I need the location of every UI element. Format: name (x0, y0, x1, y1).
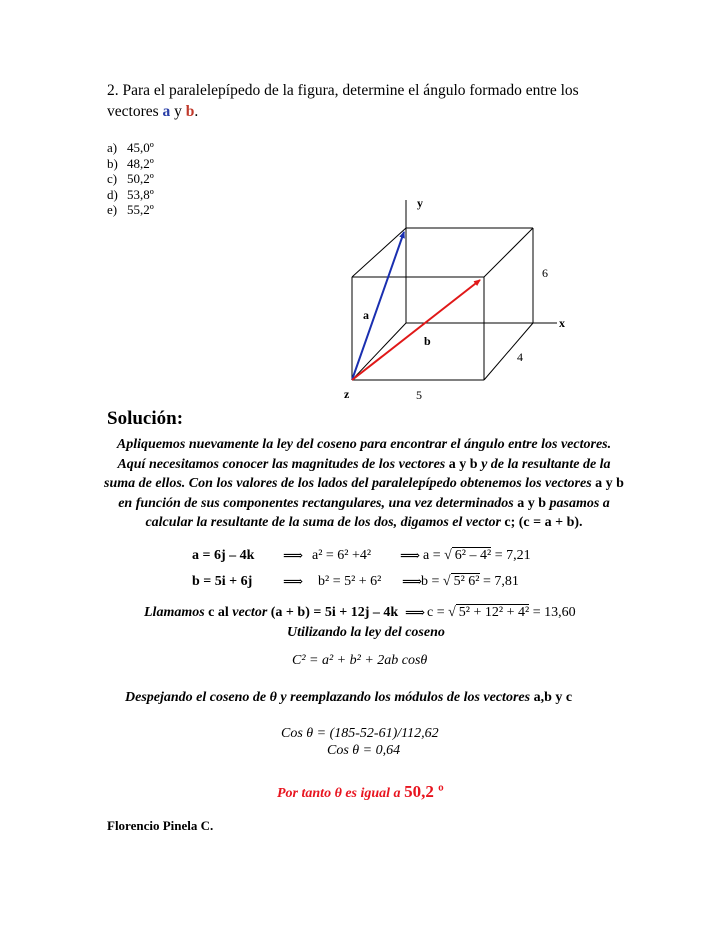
option-value: 50,2º (127, 171, 154, 186)
eq-c-vector-word: vector (232, 605, 268, 620)
option-a (107, 140, 154, 156)
eq-b-arrow: ⟹ (283, 575, 304, 590)
question-text (107, 80, 627, 122)
eq-c-res-left: c = (427, 605, 445, 620)
option-e (107, 202, 154, 218)
eq-a-square: a² = 6² +4² (312, 548, 372, 563)
option-value: 53,8º (127, 186, 154, 202)
cos-step-2: Cos θ = 0,64 (327, 743, 401, 758)
option-d (107, 187, 154, 203)
question-body: 2. Para el paralelepípedo de la figura, determine el ángulo formado entre los vectores (107, 82, 579, 120)
vector-a-arrow (352, 232, 404, 380)
solution-paragraph (104, 435, 624, 533)
author-signature: Florencio Pinela C. (107, 818, 214, 833)
eq-b-res-right: = 7,81 (483, 574, 519, 589)
para-sentence-5: pasamos a calcular la resultante de la suma de los dos, digamos el vector (145, 495, 610, 530)
dimension-4: 4 (517, 350, 523, 364)
eq-c-line (144, 605, 398, 621)
para-ab-3: a y b (517, 495, 547, 511)
z-axis-label: z (344, 387, 350, 401)
law-of-cosines-text: Utilizando la ley del coseno (287, 625, 445, 640)
despejando-line (125, 690, 572, 706)
eq-a-result: a = √ 6² – 4² = 7,21 (423, 548, 531, 563)
para-ab-1: a y b (448, 456, 478, 472)
vector-b-label: b (185, 103, 195, 120)
eq-a-arrow: ⟹ (283, 549, 304, 564)
eq-b-radicand: 5² 6² (451, 573, 480, 589)
option-value: 48,2º (127, 155, 154, 171)
option-value: 55,2º (127, 202, 154, 217)
para-sentence-3: y de la resultante de la suma de ellos. Con los valores de los lados del paralelepípedo obtenemos los vectores (104, 456, 611, 491)
despejando-vectors: a,b y c (533, 690, 573, 705)
eq-a-arrow-2: ⟹ (400, 549, 421, 564)
dimension-6: 6 (542, 266, 548, 280)
vector-a-label: a (162, 103, 171, 120)
edge-depth-tr (484, 228, 533, 277)
y-axis-label: y (417, 196, 423, 210)
para-sentence-2: Aquí necesitamos conocer las magnitudes de los vectores (117, 456, 446, 472)
question-end: . (194, 103, 199, 120)
eq-b-square: b² = 5² + 6² (318, 574, 382, 589)
option-value: 45,0º (127, 140, 154, 155)
para-vector-c: c; (c = a + b). (504, 515, 583, 530)
eq-a-def-text: a = 6j – 4k (192, 548, 255, 563)
edge-depth-bl (352, 323, 406, 380)
eq-a-res-right: = 7,21 (494, 548, 531, 563)
option-letter: d) (107, 186, 118, 202)
vector-b-fig-label: b (424, 334, 431, 348)
option-letter: b) (107, 155, 118, 171)
vector-b-arrow (352, 280, 480, 380)
parallelepiped-figure (330, 195, 590, 410)
eq-a-definition (192, 548, 254, 564)
eq-b-result: b = √ 5² 6² = 7,81 (421, 574, 519, 589)
final-result (277, 782, 444, 802)
eq-b-res-left: b = (421, 574, 440, 589)
question-and: y (174, 103, 182, 120)
result-value: 50,2 º (404, 782, 444, 801)
option-c (107, 171, 154, 187)
eq-c-arrow: ⟹ (405, 606, 426, 621)
result-text: Por tanto θ es igual a (277, 786, 401, 801)
para-ab-2: a y b (595, 476, 624, 491)
eq-b-definition (192, 574, 252, 590)
eq-c-res-right: = 13,60 (532, 605, 576, 620)
cos-step-1: Cos θ = (185-52-61)/112,62 (281, 726, 439, 741)
edge-depth-br (484, 323, 533, 380)
eq-b-def-text: b = 5i + 6j (192, 574, 253, 589)
vector-a-fig-label: a (363, 308, 369, 322)
eq-c-intro: Llamamos (144, 605, 205, 620)
eq-c-radicand: 5² + 12² + 4² (456, 604, 529, 620)
x-axis-label: x (559, 316, 565, 330)
eq-b-arrow-2: ⟹ (402, 575, 423, 590)
eq-c-result: c = √ 5² + 12² + 4² = 13,60 (427, 605, 576, 620)
edge-depth-tl (352, 228, 406, 277)
para-sentence-4: en función de sus componentes rectangulares, una vez determinados (118, 495, 514, 511)
para-sentence-1: Apliquemos nuevamente la ley del coseno para encontrar el ángulo entre los vectores. (116, 437, 612, 452)
eq-c-def: (a + b) = 5i + 12j – 4k (270, 605, 399, 620)
option-letter: a) (107, 140, 118, 155)
cosine-formula: C² = a² + b² + 2ab cosθ (292, 653, 428, 668)
option-b (107, 156, 154, 172)
answer-options (107, 140, 154, 218)
solution-heading: Solución: (107, 408, 184, 429)
eq-a-radicand: 6² – 4² (452, 547, 491, 563)
option-letter: e) (107, 202, 118, 217)
option-letter: c) (107, 171, 118, 186)
eq-c-c: c al (208, 605, 229, 620)
dimension-5: 5 (416, 388, 422, 402)
eq-a-res-left: a = (423, 548, 441, 563)
despejando-text: Despejando el coseno de θ y reemplazando los módulos de los vectores (125, 690, 531, 705)
